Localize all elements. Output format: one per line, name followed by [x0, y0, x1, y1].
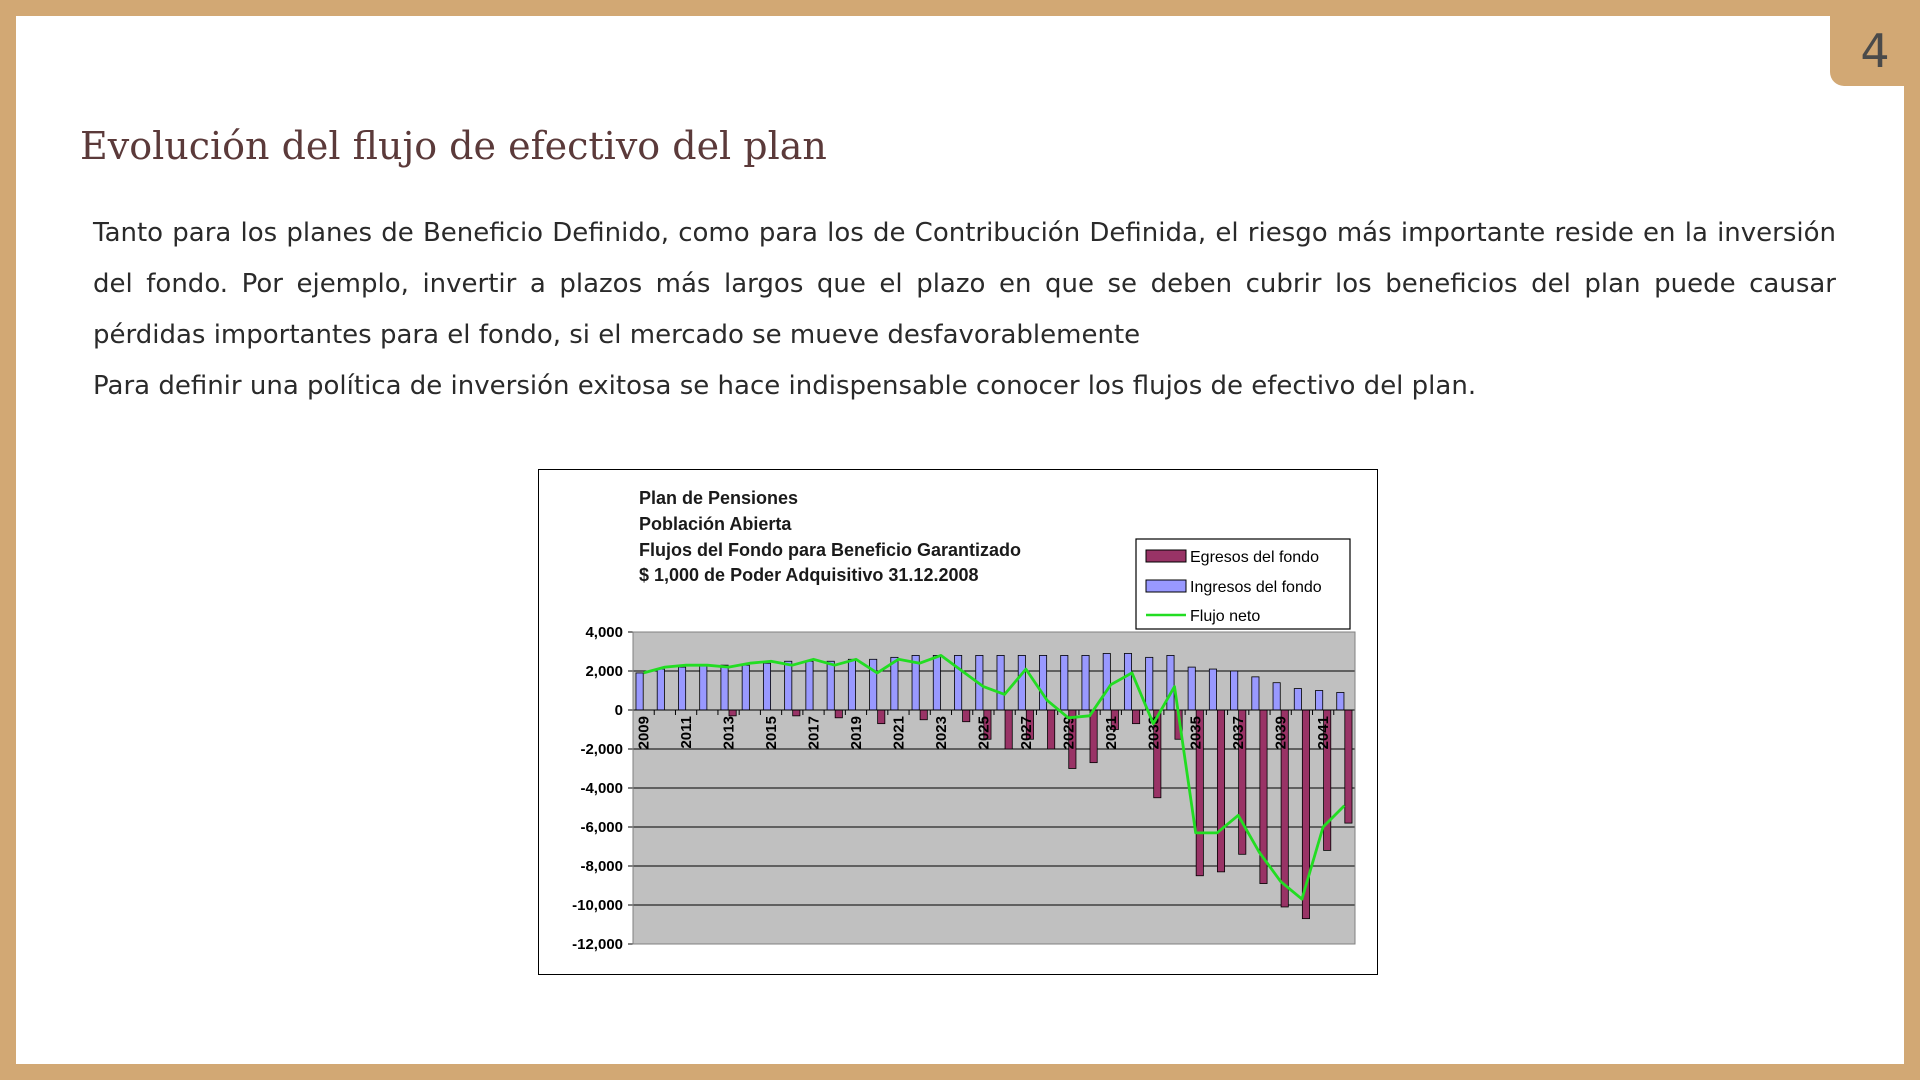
bar-ingresos	[1082, 655, 1089, 710]
bar-egresos	[835, 710, 842, 718]
x-tick-label: 2027	[1017, 716, 1035, 750]
bar-ingresos	[1124, 653, 1131, 710]
x-tick-label: 2021	[890, 716, 908, 750]
bar-ingresos	[1018, 655, 1025, 710]
y-tick-label: -8,000	[580, 858, 623, 875]
bar-ingresos	[1294, 689, 1301, 710]
x-tick-label: 2015	[763, 716, 781, 750]
bar-ingresos	[1167, 655, 1174, 710]
bar-ingresos	[827, 661, 834, 710]
bar-egresos	[1132, 710, 1139, 724]
chart-title	[639, 488, 1021, 585]
legend-label-flujo: Flujo neto	[1190, 608, 1261, 625]
x-tick-label: 2029	[1060, 716, 1078, 750]
bar-ingresos	[806, 661, 813, 710]
bar-ingresos	[1316, 691, 1323, 711]
bar-ingresos	[1103, 653, 1110, 710]
x-tick-label: 2039	[1272, 716, 1290, 750]
legend-swatch-ingresos	[1146, 580, 1186, 592]
bar-ingresos	[1252, 677, 1259, 710]
plot-area	[572, 624, 1355, 953]
legend-swatch-egresos	[1146, 550, 1186, 562]
bar-egresos	[878, 710, 885, 724]
bar-ingresos	[870, 659, 877, 710]
chart-title-line-4: $ 1,000 de Poder Adquisitivo 31.12.2008	[639, 565, 979, 585]
bar-egresos	[920, 710, 927, 720]
bar-ingresos	[891, 657, 898, 710]
chart-svg	[539, 470, 1379, 976]
cash-flow-chart	[538, 469, 1378, 975]
bar-ingresos	[721, 665, 728, 710]
bar-ingresos	[1231, 671, 1238, 710]
x-tick-label: 2033	[1145, 716, 1163, 750]
bar-ingresos	[1188, 667, 1195, 710]
chart-title-line-3: Flujos del Fondo para Beneficio Garantizado	[639, 540, 1022, 560]
x-tick-label: 2037	[1230, 716, 1248, 750]
x-tick-label: 2009	[635, 716, 653, 750]
bar-ingresos	[742, 665, 749, 710]
x-tick-label: 2025	[975, 716, 993, 750]
chart-title-line-1: Plan de Pensiones	[639, 488, 799, 508]
bar-ingresos	[1209, 669, 1216, 710]
legend-label-ingresos: Ingresos del fondo	[1190, 579, 1322, 596]
x-tick-label: 2019	[847, 716, 865, 750]
paragraph-policy: Para definir una política de inversión exitosa se hace indispensable conocer los flujos de efectivo del plan.	[93, 371, 1477, 401]
bar-ingresos	[848, 659, 855, 710]
bar-ingresos	[955, 655, 962, 710]
bar-ingresos	[678, 667, 685, 710]
body-text	[93, 208, 1836, 412]
bar-egresos	[729, 710, 736, 716]
bar-ingresos	[700, 665, 707, 710]
bar-ingresos	[1273, 683, 1280, 710]
bar-egresos	[1217, 710, 1224, 872]
x-tick-label: 2013	[720, 716, 738, 750]
bar-ingresos	[763, 663, 770, 710]
page-title: Evolución del flujo de efectivo del plan	[80, 124, 827, 168]
bar-egresos	[1345, 710, 1352, 823]
y-tick-label: -4,000	[580, 780, 623, 797]
bar-ingresos	[1061, 655, 1068, 710]
bar-ingresos	[636, 673, 643, 710]
bar-egresos	[1048, 710, 1055, 749]
bar-ingresos	[933, 655, 940, 710]
bar-ingresos	[785, 661, 792, 710]
x-tick-label: 2017	[805, 716, 823, 750]
x-tick-label: 2011	[678, 716, 696, 749]
y-tick-label: 4,000	[585, 624, 623, 641]
bar-ingresos	[1039, 655, 1046, 710]
bar-egresos	[793, 710, 800, 716]
chart-legend	[1136, 539, 1350, 629]
y-tick-label: -10,000	[572, 897, 623, 914]
x-tick-label: 2041	[1315, 716, 1333, 750]
legend-label-egresos: Egresos del fondo	[1190, 549, 1319, 566]
bar-ingresos	[657, 669, 664, 710]
y-tick-label: -12,000	[572, 936, 623, 953]
paragraph-risk: Tanto para los planes de Beneficio Definido, como para los de Contribución Definida, el riesgo más importante reside en la inversión del fondo. Por ejemplo, invertir a plazos más largos que el plazo en que se deben cubrir los beneficios del plan puede causar pérdidas importantes para el fondo, si el mercado se mueve desfavorablemente	[93, 218, 1836, 350]
x-tick-label: 2035	[1187, 716, 1205, 750]
y-tick-label: 2,000	[585, 663, 623, 680]
bar-egresos	[963, 710, 970, 722]
y-tick-label: -2,000	[580, 741, 623, 758]
bar-ingresos	[997, 655, 1004, 710]
bar-ingresos	[1146, 657, 1153, 710]
bar-egresos	[1005, 710, 1012, 749]
bar-egresos	[1090, 710, 1097, 763]
bar-ingresos	[1337, 692, 1344, 710]
x-tick-label: 2023	[932, 716, 950, 750]
chart-title-line-2: Población Abierta	[639, 514, 792, 534]
x-tick-label: 2031	[1102, 716, 1120, 750]
y-tick-label: -6,000	[580, 819, 623, 836]
y-tick-label: 0	[614, 702, 623, 719]
page-number-badge: 4	[1830, 16, 1920, 86]
